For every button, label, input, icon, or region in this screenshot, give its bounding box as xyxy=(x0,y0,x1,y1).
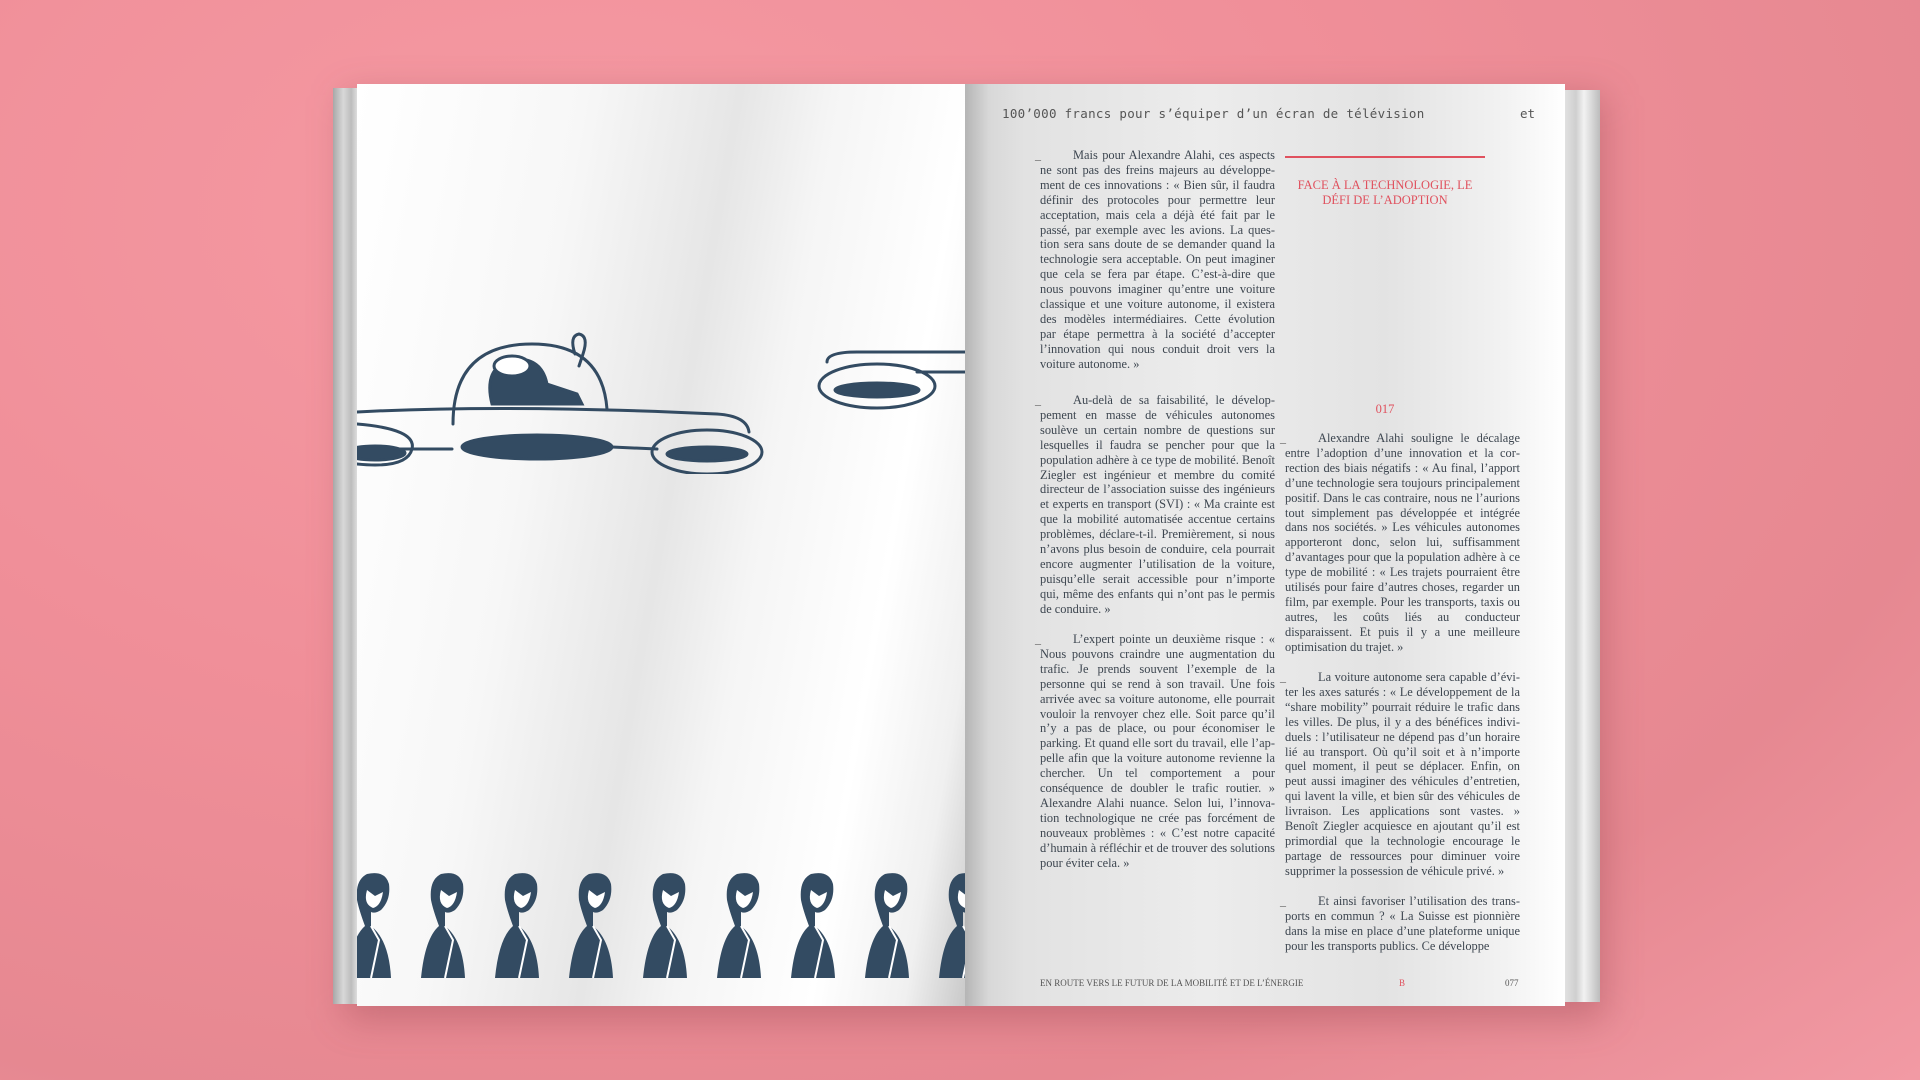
paragraph-text: La voiture autonome sera capable d’éviter les axes saturés : « Le développement de la “share mobility” pourrait réduire le trafic dans les villes. De plus, il y a des bénéfices individuels : l’utilisateur ne dépend pas d’un horaire lié au transport. Où qu’il soit et à n’importe quel moment, il peut se déplacer. Enfin, on peut aussi imaginer des véhicules d’entretien, qui lavent la ville, et bien sûr des véhicules de livraison. Les applications sont vastes. » Benoît Ziegler acquiesce en ajoutant qu’il est primordial que la technologie encourage le partage de ressources pour diminuer voire supprimer la possession de véhicule privé. » xyxy=(1285,670,1520,878)
paragraph xyxy=(1035,393,1275,617)
page-number: 077 xyxy=(1505,978,1519,988)
bowing-figure xyxy=(569,873,613,978)
bowing-figure xyxy=(791,873,835,978)
bowing-figure xyxy=(421,873,465,978)
left-page xyxy=(357,84,965,1006)
paragraph xyxy=(1035,632,1275,871)
book-edge-left xyxy=(333,88,359,1004)
book-edge-right xyxy=(1560,90,1600,1002)
paragraph xyxy=(1280,894,1520,954)
bowing-figure xyxy=(717,873,761,978)
paragraph-marker: _ xyxy=(1280,670,1286,684)
running-head-continuation: et xyxy=(1519,106,1535,121)
paragraph xyxy=(1035,148,1275,372)
paragraph-text: Alexandre Alahi souligne le décalage entre l’adoption d’une innovation et la correction des biais négatifs : « Au final, l’apport d’une technologie sera toujours principalement positif. Dans le cas contraire, nous ne l’aurions tout simplement pas développée et intégrée dans nos sociétés. » Les véhicules autonomes apporteront donc, selon lui, suffisamment d’avantages pour que la population adhère à ce type de mobilité : « Les trajets pourraient être utilisés pour faire d’autres choses, regarder un film, par exemple. Pour les transports, taxis ou autres, les coûts liés au conducteur disparaissent. Et puis il y a une meilleure optimisation du trajet. » xyxy=(1285,431,1520,654)
heading-rule xyxy=(1285,156,1485,158)
section-number: 017 xyxy=(1375,402,1395,416)
bowing-figures-illustration xyxy=(357,870,965,990)
paragraph-marker: _ xyxy=(1035,148,1041,162)
paragraph-text: L’expert pointe un deuxième risque : « Nous pouvons craindre une augmentation du trafic. Je prends souvent l’exemple de la personne qui se rend à son travail. Une fois arrivée avec sa voiture autonome, elle pourrait vouloir la renvoyer chez elle. Soit parce qu’il n’y a pas de place, ou pour économiser le parking. Et quand elle sort du travail, elle l’appelle afin que la voiture autonome revienne la chercher. Un tel comportement a pour conséquence de doubler le trafic routier. » Alexandre Alahi nuance. Selon lui, l’innovation technologique ne crée pas forcément de nouveaux problèmes : « C’est notre capacité d’humain à réfléchir et de trouver des solutions pour éviter cela. » xyxy=(1040,632,1275,870)
footer-mark: B xyxy=(1399,978,1406,988)
paragraph-text: Et ainsi favoriser l’utilisation des transports en commun ? « La Suisse est pionnière dans la mise en place d’une plateforme unique pour les transports publics. Ce développe xyxy=(1285,894,1520,953)
section-heading: FACE À LA TECHNOLOGIE, LE DÉFI DE L’ADOPTION xyxy=(1297,178,1473,207)
paragraph-text: Mais pour Alexandre Alahi, ces aspects ne sont pas des freins majeurs au développement de ces innovations : « Bien sûr, il faudra définir des protocoles pour permettre leur acceptation, mais cela a déjà été fait par le passé, par exemple avec les avions. La question sera sans doute de se demander quand la technologie sera acceptable. On peut imaginer que cela se fera par étape. C’est-à-dire que nous pouvons imaginer qu’entre une voiture classique et une voiture autonome, il existera des modèles intermédiaires. Cette évolution par étape permettra à la société d’accepter l’innovation qui nous conduit droit vers la voiture autonome. » xyxy=(1040,148,1275,371)
bowing-figure xyxy=(357,873,391,978)
bowing-figure xyxy=(643,873,687,978)
running-head: 100’000 francs pour s’équiper d’un écran de télévision xyxy=(1002,106,1425,121)
bowing-figure xyxy=(939,873,965,978)
paragraph xyxy=(1280,431,1520,655)
flying-car-illustration xyxy=(357,254,965,474)
bowing-figure xyxy=(495,873,539,978)
paragraph-marker: _ xyxy=(1035,393,1041,407)
paragraph-text: Au-delà de sa faisabilité, le développement en masse de véhicules autonomes soulève un certain nombre de questions sur lesquelles il faudra se pencher pour que la population adhère à ce type de mobilité. Benoît Ziegler est ingénieur et membre du comité directeur de l’association suisse des ingénieurs et experts en transport (SVI) : « Ma crainte est que la mobilité automatisée accentue certains problèmes, déclare-t-il. Premièrement, si nous n’avons plus besoin de conduire, cela pourrait encore augmenter l’utilisation de la voiture, puisqu’elle serait accessible pour n’importe qui, même des enfants qui n’ont pas le permis de conduire. » xyxy=(1040,393,1275,616)
bowing-figure xyxy=(865,873,909,978)
paragraph-marker: _ xyxy=(1035,632,1041,646)
paragraph-marker: _ xyxy=(1280,894,1286,908)
right-page xyxy=(965,84,1565,1006)
footer-title: EN ROUTE VERS LE FUTUR DE LA MOBILITÉ ET DE L’ÉNERGIE xyxy=(1040,978,1304,988)
paragraph-marker: _ xyxy=(1280,431,1286,445)
paragraph xyxy=(1280,670,1520,879)
